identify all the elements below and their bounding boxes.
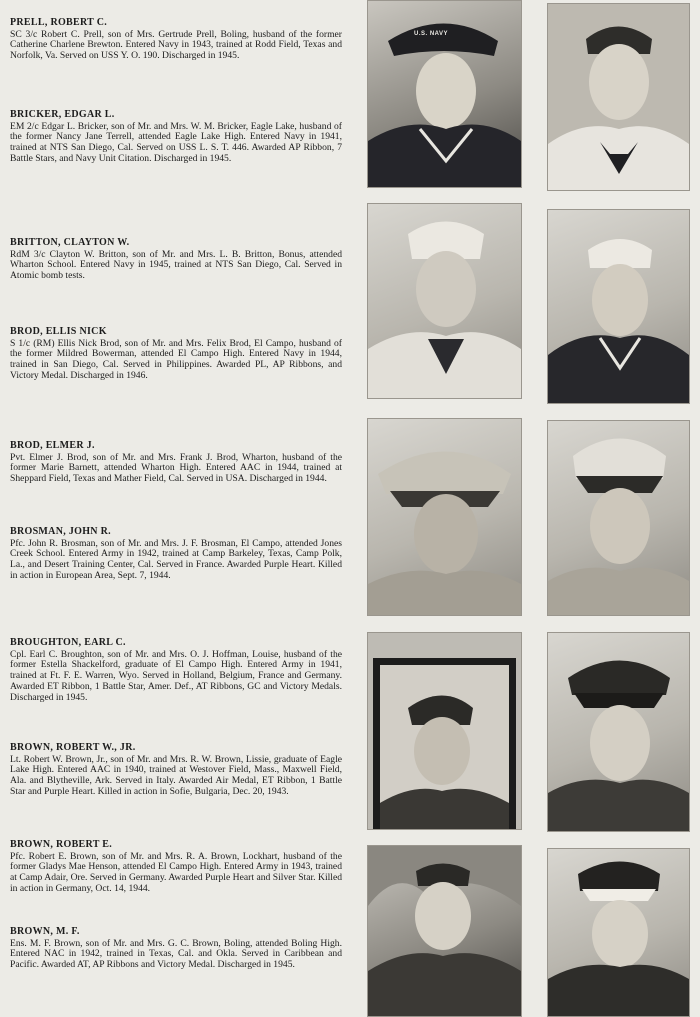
entry-name: BROWN, M. F.: [10, 926, 80, 937]
entry-bio: RdM 3/c Clayton W. Britton, son of Mr. and Mrs. L. B. Britton, Bonus, attended Wharton School. Entered Navy in 1945, trained at NTS San Diego, Cal. Served in Atomic bomb tests.: [10, 248, 342, 282]
entry-name: BROWN, ROBERT E.: [10, 839, 113, 850]
entry-name: BROSMAN, JOHN R.: [10, 526, 111, 537]
photo-brown-mf: [547, 848, 690, 1017]
entry-brown-mf: [10, 927, 342, 971]
entry-brod-ellis: [10, 327, 342, 382]
entry-name: BRICKER, EDGAR L.: [10, 109, 115, 120]
photo-brosman: [547, 420, 690, 616]
photo-britton: [367, 203, 522, 399]
entry-bio: Pfc. John R. Brosman, son of Mr. and Mrs. J. F. Brosman, El Campo, attended Jones Creek School. Entered Army in 1942, trained at Camp Barkeley, Texas, Camp Polk, La., and Desert Training Center, Cal. Served in France. Awarded Purple Heart. Killed in action in European Area, Sept. 7, 1944.: [10, 537, 342, 581]
entry-brown-robert-e: [10, 840, 342, 895]
entry-brown-robert-w: [10, 743, 342, 798]
entry-bio: S 1/c (RM) Ellis Nick Brod, son of Mr. and Mrs. Felix Brod, El Campo, husband of the former Mildred Bowerman, attended El Campo High. Entered Navy in 1944, trained in San Diego, Cal. Served in Philippines. Awarded PL, AP Ribbons, and Victory Medal. Discharged in 1946.: [10, 337, 342, 381]
photo-brod-elmer: [367, 418, 522, 616]
entry-bio: Lt. Robert W. Brown, Jr., son of Mr. and Mrs. R. W. Brown, Lissie, graduate of Eagle Lake High. Entered AAC in 1940, trained at Westover Field, Mass., Maxwell Field, Ala. and Blytheville, Ark. Served in Italy. Awarded Air Medal, ET Ribbon, 1 Battle Star and Purple Heart. Killed in action in Sofie, Bulgaria, Dec. 20, 1943.: [10, 753, 342, 797]
entry-bio: Pfc. Robert E. Brown, son of Mr. and Mrs. R. A. Brown, Lockhart, husband of the former Gladys Mae Henson, attended El Campo High. Entered Army in 1943, trained at Camp Adair, Ore. Served in Germany. Awarded Purple Heart and Silver Star. Killed in action in Germany, Oct. 14, 1944.: [10, 850, 342, 894]
photo-bricker: [547, 3, 690, 191]
entry-name: BROWN, ROBERT W., JR.: [10, 742, 136, 753]
entry-bio: Cpl. Earl C. Broughton, son of Mr. and Mrs. O. J. Hoffman, Louise, husband of the former Estella Shackelford, graduate of El Campo High. Entered Army in 1941, trained at Ft. F. E. Warren, Wyo. Served in Holland, Belgium, France and Germany. Awarded ET Ribbon, 1 Battle Star, Amer. Def., AT Ribbons, GC and Victory Medals. Discharged in 1945.: [10, 648, 342, 703]
entry-name: BROD, ELMER J.: [10, 440, 95, 451]
entry-brosman: [10, 527, 342, 582]
photo-brod-ellis: [547, 209, 690, 404]
entry-bio: EM 2/c Edgar L. Bricker, son of Mr. and Mrs. W. M. Bricker, Eagle Lake, husband of the former Nancy Jane Terrell, attended Eagle Lake High. Entered Navy in 1941, trained at NTS San Diego, Cal. Served on USS L. S. T. 446. Awarded AP Ribbon, 7 Battle Stars, and Navy Unit Citation. Discharged in 1945.: [10, 120, 342, 164]
entry-name: BROUGHTON, EARL C.: [10, 637, 126, 648]
entry-britton: [10, 238, 342, 282]
entry-name: PRELL, ROBERT C.: [10, 17, 108, 28]
photo-broughton: [367, 632, 522, 830]
entry-bricker: [10, 110, 342, 165]
entry-brod-elmer: [10, 441, 342, 485]
entry-bio: SC 3/c Robert C. Prell, son of Mrs. Gertrude Prell, Boling, husband of the former Catherine Charlene Brewton. Entered Navy in 1943, trained at Rodd Field, Texas and Norfolk, Va. Served on USS Y. O. 190. Discharged in 1945.: [10, 28, 342, 62]
entry-bio: Ens. M. F. Brown, son of Mr. and Mrs. G. C. Brown, Boling, attended Boling High. Entered NAC in 1942, trained in Texas, Cal. and Okla. Served in Caribbean and Pacific. Awarded AT, AP Ribbons and Victory Medal. Discharged in 1945.: [10, 937, 342, 971]
entry-name: BROD, ELLIS NICK: [10, 326, 107, 337]
photo-prell: [367, 0, 522, 188]
entry-name: BRITTON, CLAYTON W.: [10, 237, 130, 248]
photo-brown-robert-e: [367, 845, 522, 1017]
hat-insignia-text: U.S. NAVY: [414, 31, 449, 37]
photo-brown-robert-w: [547, 632, 690, 832]
entry-broughton: [10, 638, 342, 703]
entry-prell: [10, 18, 342, 62]
entry-bio: Pvt. Elmer J. Brod, son of Mr. and Mrs. Frank J. Brod, Wharton, husband of the former Marie Barnett, attended Wharton High. Entered AAC in 1944, trained at Sheppard Field, Texas and Mather Field, Cal. Served in USA. Discharged in 1944.: [10, 451, 342, 485]
